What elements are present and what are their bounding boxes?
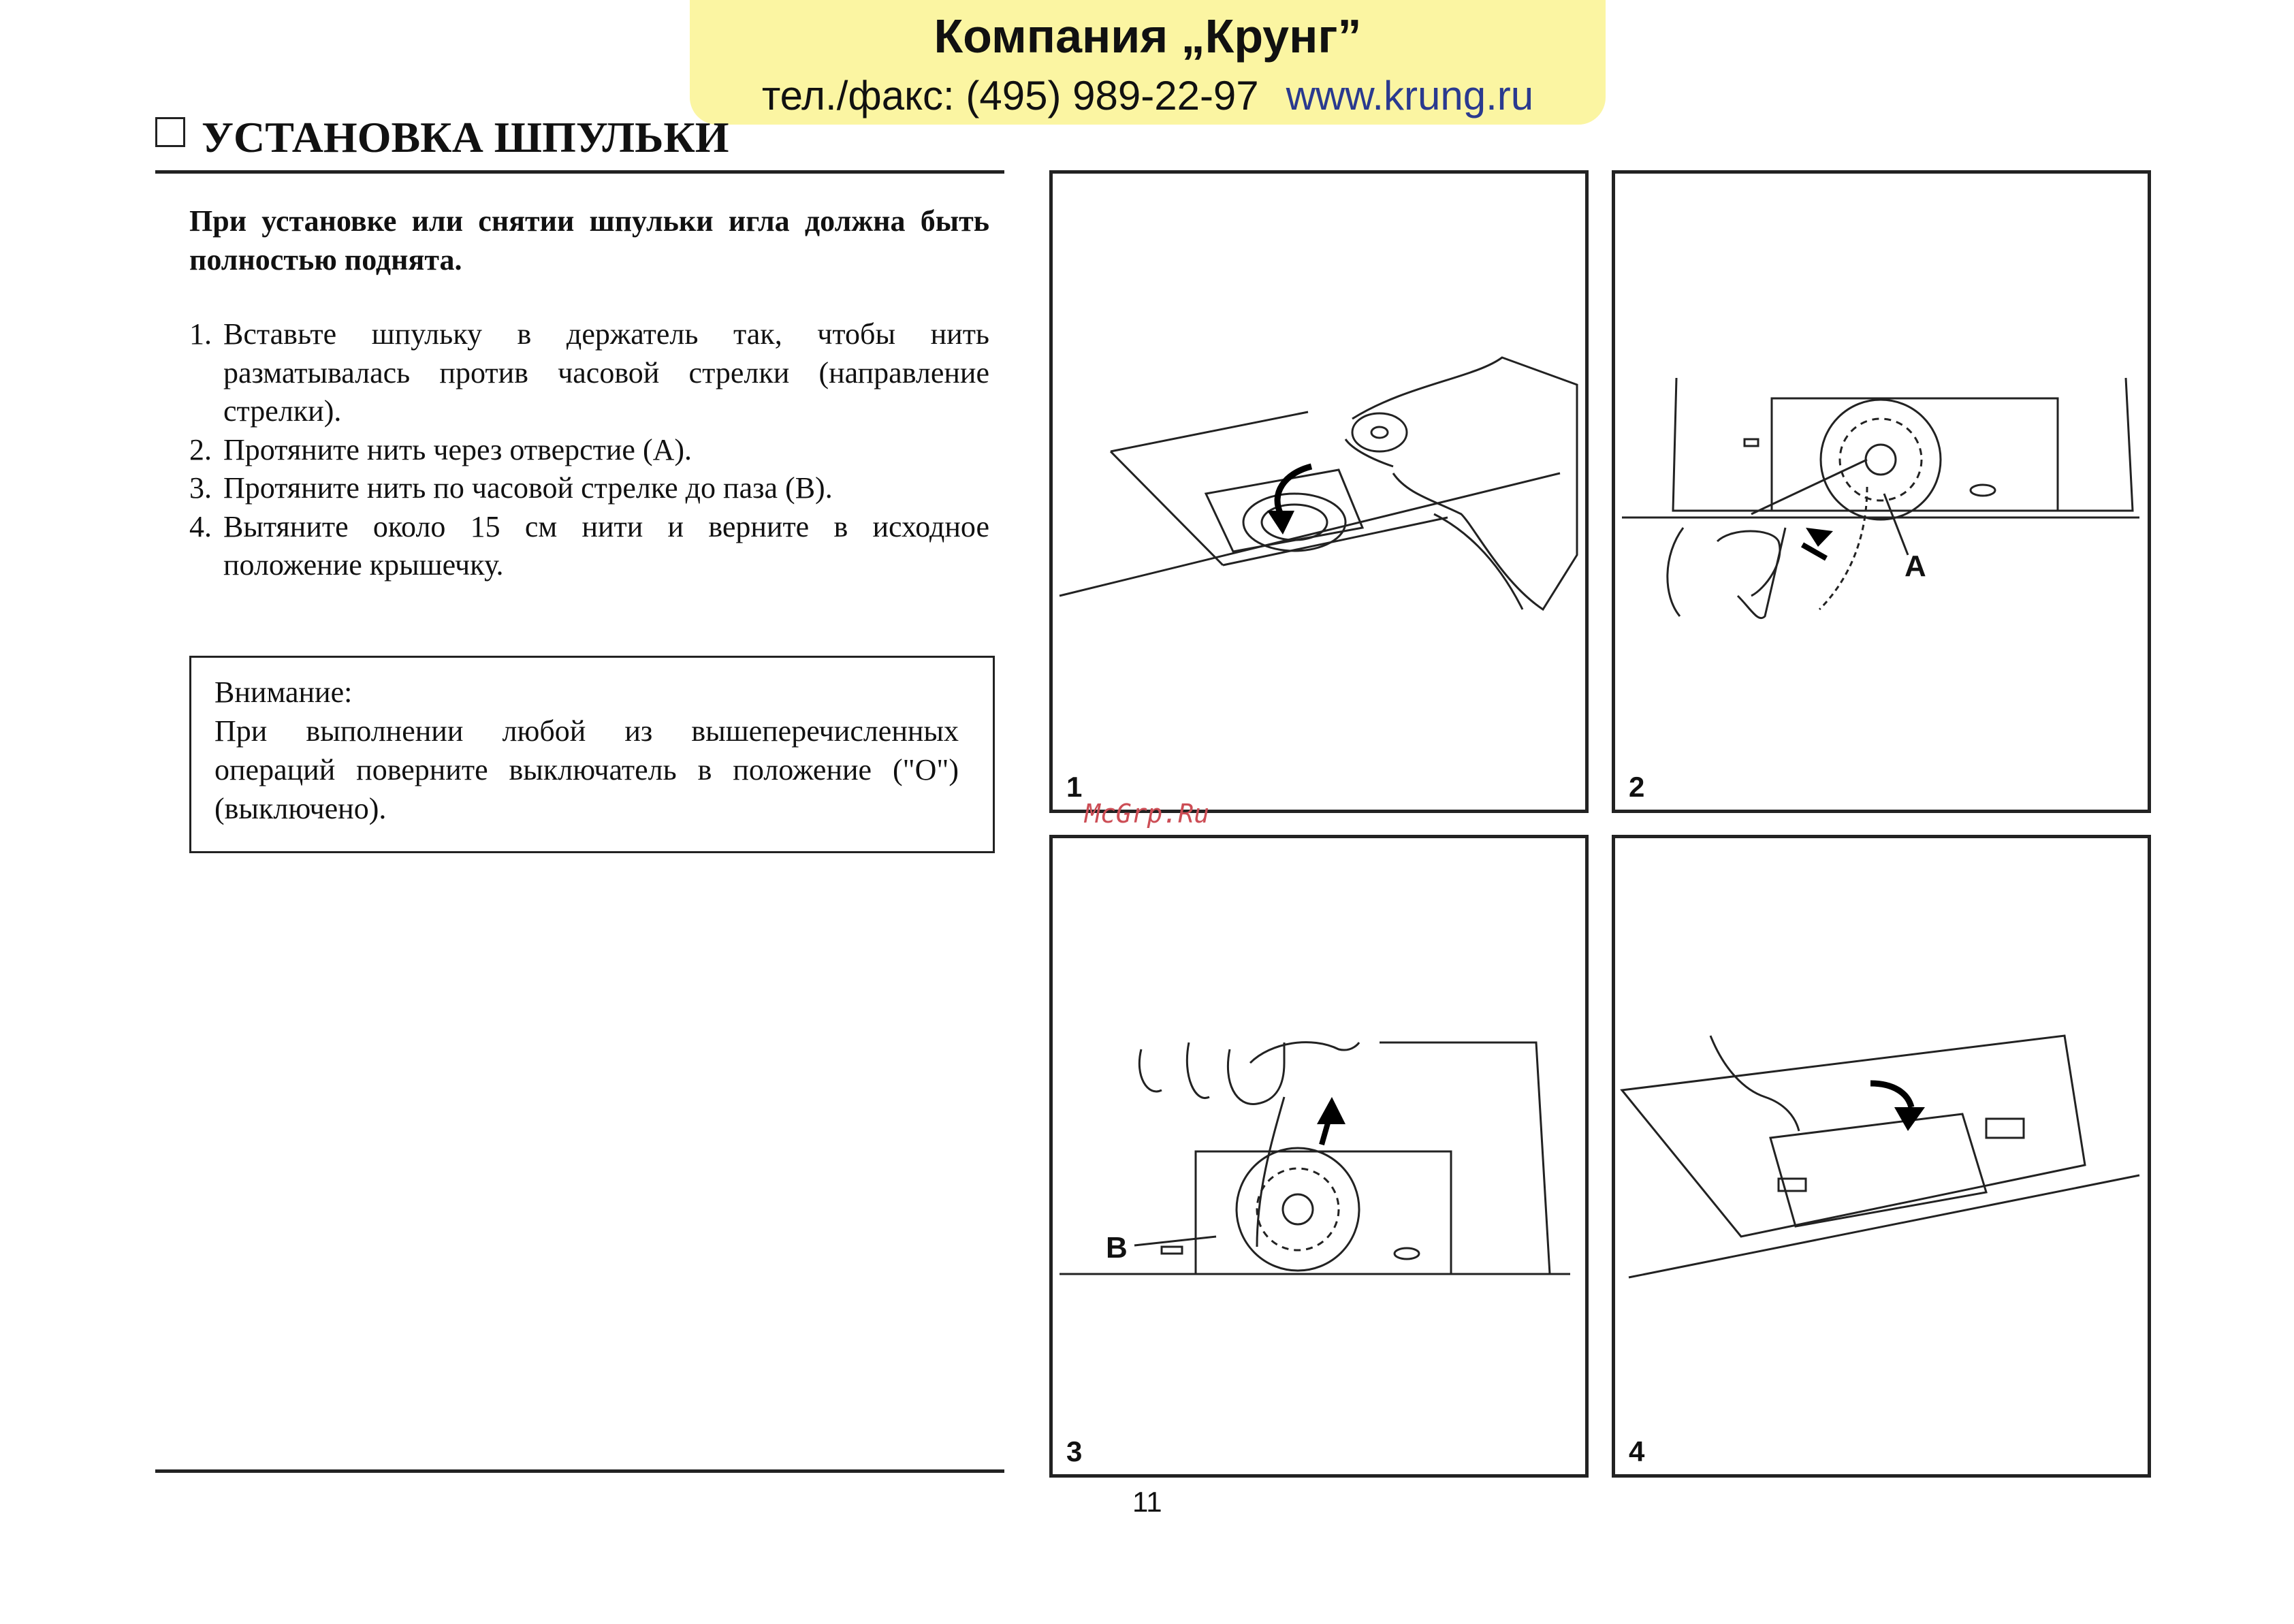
- step-number: 2.: [189, 432, 212, 466]
- phone-number: тел./факс: (495) 989-22-97: [761, 73, 1259, 118]
- company-banner: [690, 0, 1606, 125]
- figure-panel-2: [1612, 170, 2151, 813]
- notice-box: [189, 656, 995, 853]
- watermark: McGrp.Ru: [1085, 799, 1210, 829]
- step-number: 4.: [189, 509, 212, 543]
- figure-number: 2: [1629, 771, 1645, 803]
- figure-number: 3: [1066, 1435, 1083, 1467]
- contact-line: [690, 72, 1606, 120]
- step-item: [189, 508, 989, 585]
- section-title: УСТАНОВКА ШПУЛЬКИ: [202, 113, 729, 161]
- cover-plate-closed-illustration: [1615, 838, 2148, 1474]
- figure-panel-4: [1612, 835, 2151, 1478]
- figure-panel-1: [1049, 170, 1589, 813]
- step-text: Протяните нить через отверстие (A).: [223, 432, 692, 466]
- figure-number: 1: [1066, 771, 1083, 803]
- top-rule: [155, 170, 1004, 174]
- lead-warning: При установке или снятии шпульки игла должна быть полностью поднята.: [189, 204, 989, 276]
- callout-a: A: [1905, 550, 1926, 583]
- step-text: Вставьте шпульку в держатель так, чтобы нить разматывалась против часовой стрелки (направление стрелки).: [223, 317, 989, 428]
- step-item: [189, 431, 989, 470]
- step-text: Протяните нить по часовой стрелке до паза (B).: [223, 471, 833, 505]
- thread-through-hole-illustration: [1615, 174, 2148, 810]
- thread-to-groove-illustration: [1053, 838, 1585, 1474]
- step-text: Вытяните около 15 см нити и верните в исходное положение крышечку.: [223, 509, 989, 582]
- checkbox-square-icon: [155, 117, 185, 147]
- page-number: 11: [1132, 1486, 1162, 1518]
- notice-heading: Внимание:: [214, 675, 353, 709]
- step-item: [189, 469, 989, 508]
- company-name: Компания „Крунг”: [934, 10, 1362, 63]
- bobbin-insert-illustration: [1053, 174, 1585, 810]
- step-number: 3.: [189, 471, 212, 505]
- bottom-rule: [155, 1469, 1004, 1473]
- figure-panel-3: [1049, 835, 1589, 1478]
- callout-b: B: [1106, 1231, 1128, 1264]
- step-number: 1.: [189, 317, 212, 351]
- steps-list: [189, 315, 989, 585]
- step-item: [189, 315, 989, 431]
- website-link[interactable]: www.krung.ru: [1286, 73, 1534, 118]
- notice-body: При выполнении любой из вышеперечисленных операций поверните выключатель в положение ("О") (выключено).: [214, 714, 959, 825]
- figure-number: 4: [1629, 1435, 1645, 1467]
